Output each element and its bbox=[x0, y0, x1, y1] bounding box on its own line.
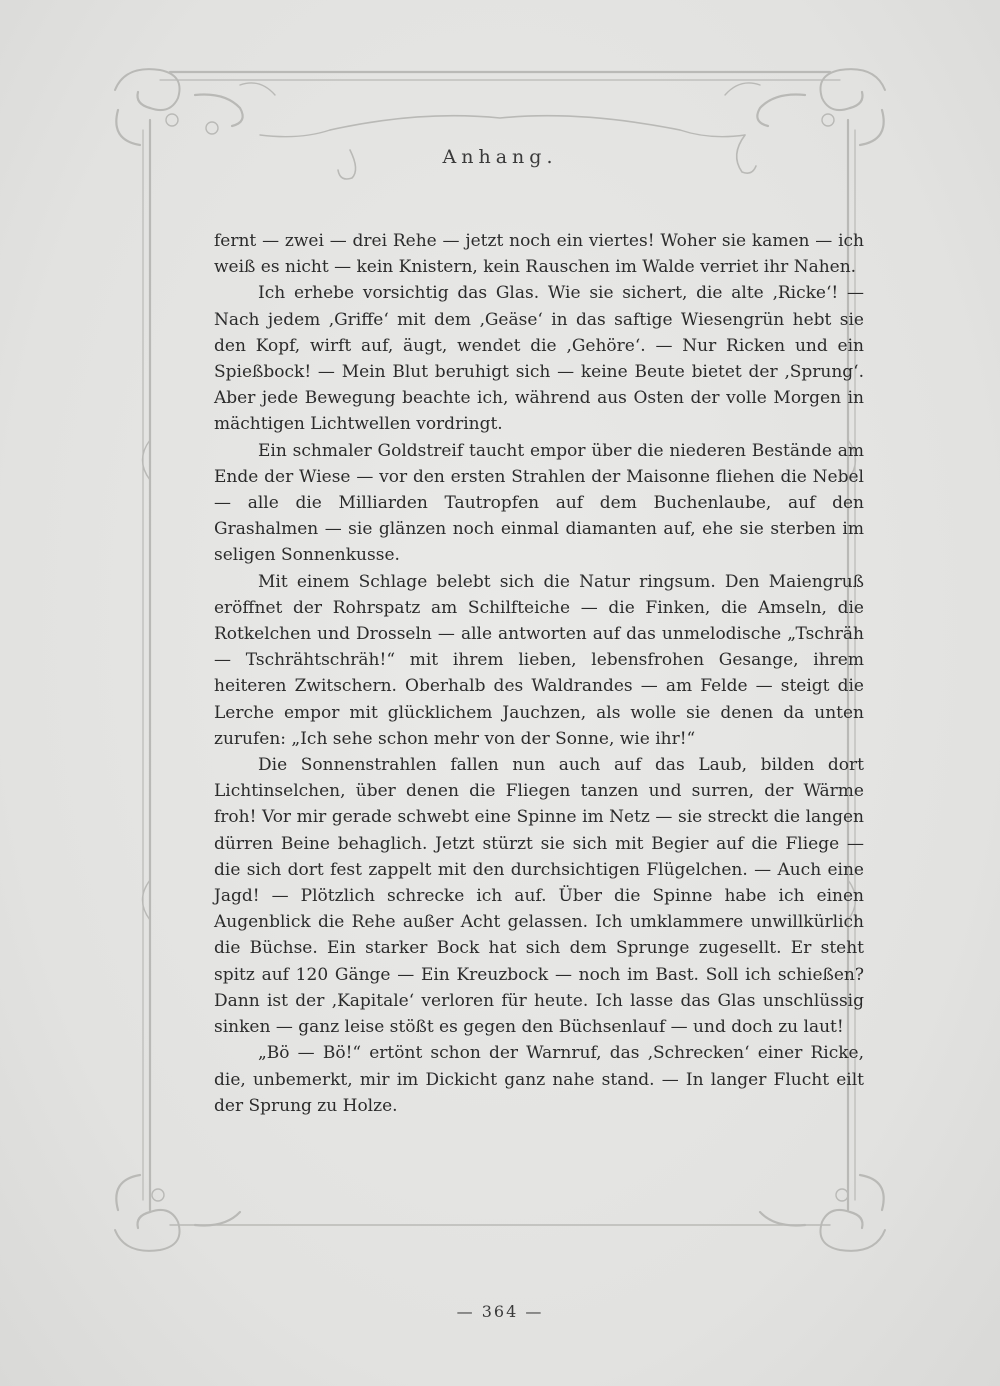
running-head: Anhang. bbox=[442, 146, 558, 168]
page-number: — 364 — bbox=[456, 1302, 544, 1321]
paragraph: fernt — zwei — drei Rehe — jetzt noch ein viertes! Woher sie kamen — ich weiß es nicht — kein Knistern, kein Rauschen im Walde verriet ihr Nahen. bbox=[214, 231, 864, 278]
paragraph: Mit einem Schlage belebt sich die Natur ringsum. Den Maiengruß eröffnet der Rohrspatz am Schilfteiche — die Finken, die Amseln, die Rotkelchen und Drosseln — alle antworten auf das unmelodische „Tschräh — Tschrähtschräh!“ mit ihrem lieben, lebensfrohen Gesange, ihrem heiteren Zwitschern. Oberhalb des Waldrandes — am Felde — steigt die Lerche empor mit glücklichem Jauchzen, als wolle sie denen da unten zurufen: „Ich sehe schon mehr von der Sonne, wie ihr!“ bbox=[214, 571, 864, 749]
paragraph: Ein schmaler Goldstreif taucht empor über die niederen Bestände am Ende der Wiese — vor den ersten Strahlen der Maisonne fliehen die Nebel — alle die Milliarden Tautropfen auf dem Buchenlaube, auf den Grashalmen — sie glänzen noch einmal diamanten auf, ehe sie sterben im seligen Sonnenkusse. bbox=[214, 440, 864, 566]
body-text bbox=[214, 228, 864, 1119]
paragraph: „Bö — Bö!“ ertönt schon der Warnruf, das ‚Schrecken‘ einer Ricke, die, unbemerkt, mir im Dickicht ganz nahe stand. — In langer Flucht eilt der Sprung zu Holze. bbox=[214, 1043, 864, 1116]
paragraph: Die Sonnenstrahlen fallen nun auch auf das Laub, bilden dort Lichtinselchen, über denen die Fliegen tanzen und surren, der Wärme froh! Vor mir gerade schwebt eine Spinne im Netz — sie streckt die langen dürren Beine behaglich. Jetzt stürzt sie sich mit Begier auf die Fliege — die sich dort fest zappelt mit den durchsichtigen Flügelchen. — Auch eine Jagd! — Plötzlich schrecke ich auf. Über die Spinne habe ich einen Augenblick die Rehe außer Acht gelassen. Ich umklammere unwillkürlich die Büchse. Ein starker Bock hat sich dem Sprunge zugesellt. Er steht spitz auf 120 Gänge — Ein Kreuzbock — noch im Bast. Soll ich schießen? Dann ist der ‚Kapitale‘ verloren für heute. Ich lasse das Glas unschlüssig sinken — ganz leise stößt es gegen den Büchsenlauf — und doch zu laut! bbox=[214, 755, 864, 1038]
paragraph: Ich erhebe vorsichtig das Glas. Wie sie sichert, die alte ‚Ricke‘! — Nach jedem ‚Griffe‘ mit dem ‚Geäse‘ in das saftige Wiesengrün hebt sie den Kopf, wirft auf, äugt, wendet die ‚Gehöre‘. — Nur Ricken und ein Spießbock! — Mein Blut beruhigt sich — keine Beute bietet der ‚Sprung‘. Aber jede Bewegung beachte ich, während aus Osten der volle Morgen in mächtigen Lichtwellen vordringt. bbox=[214, 283, 864, 435]
